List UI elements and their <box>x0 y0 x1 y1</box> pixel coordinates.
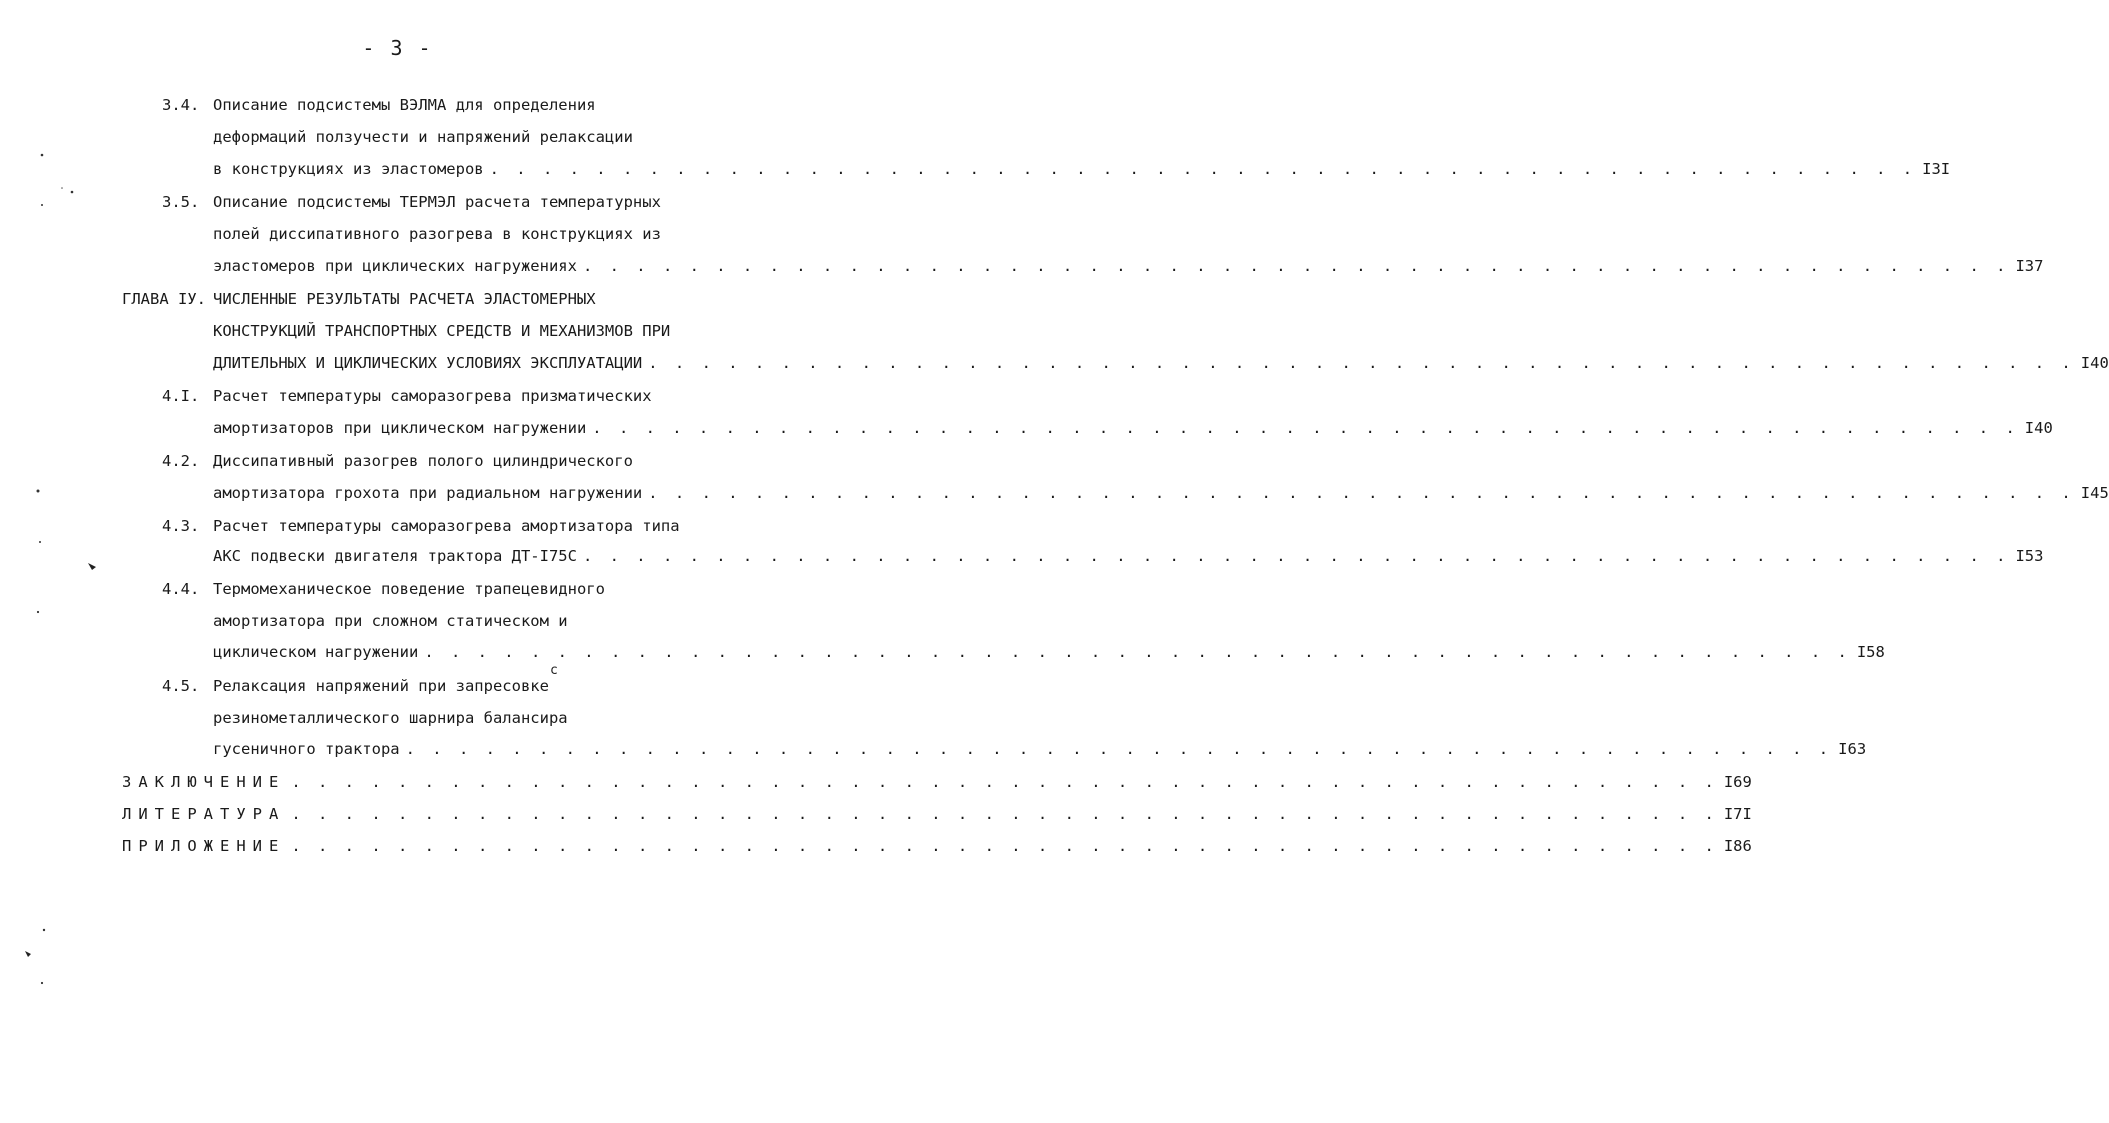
dot-leader: . . . . . . . . . . . . . . . . . . . . . . . . . . . . . . . . . . . . . . . . . . . . . . . . . . . . . . <box>424 643 1851 661</box>
page-ref: I45 <box>2080 484 2109 502</box>
toc-entry-4-4[interactable] <box>213 642 1885 662</box>
entry-text: циклическом нагружении <box>213 643 419 661</box>
page-ref: I40 <box>2024 419 2053 437</box>
toc-entry-literature[interactable] <box>122 804 1752 824</box>
handwritten-correction: с <box>550 663 558 678</box>
entry-text: Диссипативный разогрев полого цилиндрического <box>213 452 633 470</box>
entry-text: гусеничного трактора <box>213 740 400 758</box>
page-ref: I58 <box>1856 643 1885 661</box>
entry-text: ЛИТЕРАТУРА <box>122 805 286 823</box>
chapter-label: ГЛАВА IУ. <box>122 290 206 308</box>
entry-text: амортизатора при сложном статическом и <box>213 612 568 630</box>
dot-leader: . . . . . . . . . . . . . . . . . . . . . . . . . . . . . . . . . . . . . . . . . . . . . . . . . . . . . . <box>489 160 1917 178</box>
section-number: 4.3. <box>162 517 200 535</box>
entry-text: Описание подсистемы ВЭЛМА для определения <box>213 96 596 114</box>
entry-text: Описание подсистемы ТЕРМЭЛ расчета температурных <box>213 193 661 211</box>
entry-text: Термомеханическое поведение трапецевидного <box>213 580 605 598</box>
entry-text: эластомеров при циклических нагружениях <box>213 257 577 275</box>
dot-leader: . . . . . . . . . . . . . . . . . . . . . . . . . . . . . . . . . . . . . . . . . . . . . . . . . . . . . . <box>648 484 2075 502</box>
entry-text: резинометаллического шарнира балансира <box>213 709 568 727</box>
toc-entry-4-3[interactable] <box>213 546 2044 566</box>
entry-text: Расчет температуры саморазогрева призматических <box>213 387 652 405</box>
entry-text: Расчет температуры саморазогрева амортизатора типа <box>213 517 680 535</box>
entry-text: ПРИЛОЖЕНИЕ <box>122 837 286 855</box>
section-number: 3.4. <box>162 96 200 114</box>
entry-text: амортизатора грохота при радиальном нагружении <box>213 484 643 502</box>
page-ref: I69 <box>1723 773 1752 791</box>
page-ref: I40 <box>2080 354 2109 372</box>
toc-entry-3-4[interactable] <box>213 159 1951 179</box>
toc-entry-4-5[interactable] <box>213 739 1867 759</box>
page-ref: I53 <box>2015 547 2044 565</box>
entry-text: ДЛИТЕЛЬНЫХ И ЦИКЛИЧЕСКИХ УСЛОВИЯХ ЭКСПЛУАТАЦИИ <box>213 354 643 372</box>
dot-leader: . . . . . . . . . . . . . . . . . . . . . . . . . . . . . . . . . . . . . . . . . . . . . . . . . . . . . . <box>648 354 2075 372</box>
dot-leader: . . . . . . . . . . . . . . . . . . . . . . . . . . . . . . . . . . . . . . . . . . . . . . . . . . . . . . <box>405 740 1833 758</box>
entry-text: деформаций ползучести и напряжений релаксации <box>213 128 633 146</box>
section-number: 4.2. <box>162 452 200 470</box>
page-ref: I37 <box>2015 257 2044 275</box>
dot-leader: . . . . . . . . . . . . . . . . . . . . . . . . . . . . . . . . . . . . . . . . . . . . . . . . . . . . . . <box>582 547 2010 565</box>
page-ref: I7I <box>1723 805 1752 823</box>
dot-leader: . . . . . . . . . . . . . . . . . . . . . . . . . . . . . . . . . . . . . . . . . . . . . . . . . . . . . . <box>291 805 1718 823</box>
section-number: 4.I. <box>162 387 200 405</box>
toc-entry-4-2[interactable] <box>213 483 2109 503</box>
toc-entry-chapter-4[interactable] <box>213 353 2109 373</box>
section-number: 4.4. <box>162 580 200 598</box>
page-number: - 3 - <box>362 36 433 60</box>
toc-entry-3-5[interactable] <box>213 256 2044 276</box>
page-ref: I86 <box>1723 837 1752 855</box>
entry-text: ЗАКЛЮЧЕНИЕ <box>122 773 286 791</box>
section-number: 4.5. <box>162 677 200 695</box>
entry-text: АКС подвески двигателя трактора ДТ-I75С <box>213 547 577 565</box>
entry-text: в конструкциях из эластомеров <box>213 160 484 178</box>
page-ref: I3I <box>1922 160 1951 178</box>
page-ref: I63 <box>1838 740 1867 758</box>
section-number: 3.5. <box>162 193 200 211</box>
dot-leader: . . . . . . . . . . . . . . . . . . . . . . . . . . . . . . . . . . . . . . . . . . . . . . . . . . . . . . <box>291 837 1718 855</box>
entry-text: ЧИСЛЕННЫЕ РЕЗУЛЬТАТЫ РАСЧЕТА ЭЛАСТОМЕРНЫХ <box>213 290 596 308</box>
entry-text: амортизаторов при циклическом нагружении <box>213 419 587 437</box>
dot-leader: . . . . . . . . . . . . . . . . . . . . . . . . . . . . . . . . . . . . . . . . . . . . . . . . . . . . . . <box>582 257 2010 275</box>
entry-text: полей диссипативного разогрева в конструкциях из <box>213 225 661 243</box>
toc-entry-4-1[interactable] <box>213 418 2053 438</box>
dot-leader: . . . . . . . . . . . . . . . . . . . . . . . . . . . . . . . . . . . . . . . . . . . . . . . . . . . . . . <box>592 419 2019 437</box>
toc-entry-appendix[interactable] <box>122 836 1752 856</box>
dot-leader: . . . . . . . . . . . . . . . . . . . . . . . . . . . . . . . . . . . . . . . . . . . . . . . . . . . . . . <box>291 773 1718 791</box>
toc-entry-conclusion[interactable] <box>122 772 1752 792</box>
entry-text: КОНСТРУКЦИЙ ТРАНСПОРТНЫХ СРЕДСТВ И МЕХАНИЗМОВ ПРИ <box>213 322 671 340</box>
entry-text: Релаксация напряжений при запресовке <box>213 677 549 695</box>
